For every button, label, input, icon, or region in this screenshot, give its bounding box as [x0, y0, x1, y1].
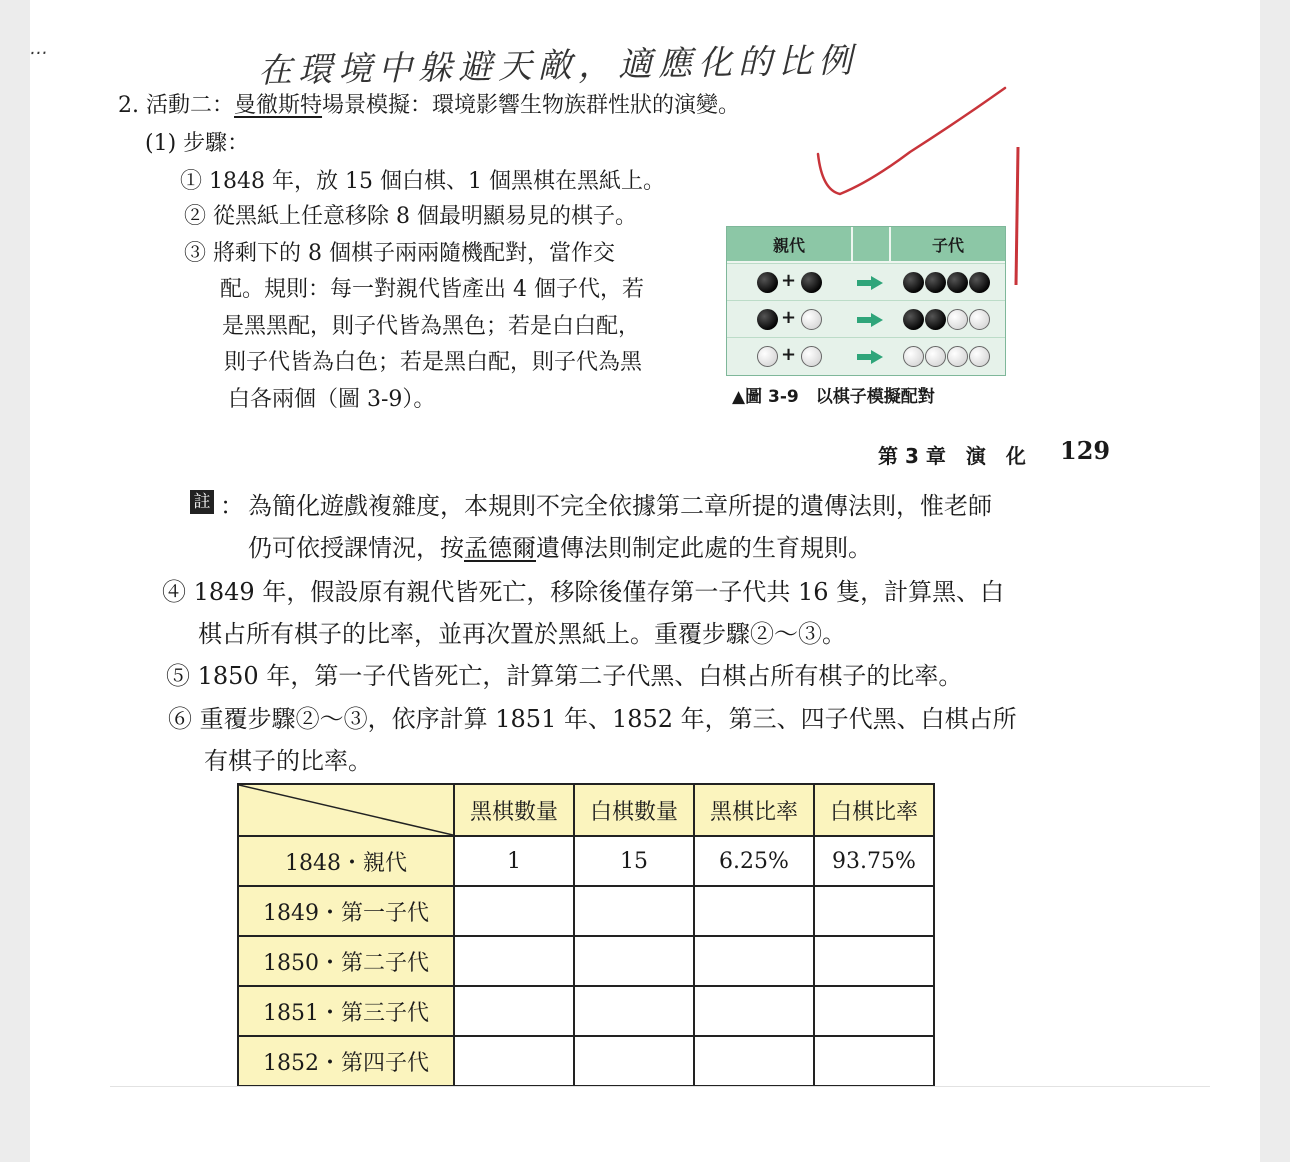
- note-mendel: 孟德爾: [464, 534, 536, 562]
- steps-label: (1) 步驟：: [145, 131, 250, 156]
- cell-black-count[interactable]: [454, 986, 574, 1036]
- cell-black-ratio[interactable]: [694, 1036, 814, 1086]
- textbook-page: [30, 0, 1260, 1162]
- arrow-right-icon: [857, 276, 883, 290]
- plus-sign: +: [781, 307, 797, 328]
- table-row: [238, 986, 934, 1036]
- black-stone-icon: [903, 272, 924, 293]
- white-stone-icon: [947, 346, 968, 367]
- note-line-2-post: 遺傳法則制定此處的生育規則。: [536, 534, 872, 562]
- activity-title: 場景模擬：環境影響生物族群性狀的演變。: [322, 93, 741, 118]
- cell-black-ratio[interactable]: [694, 986, 814, 1036]
- step-3-line-1: ③ 將剩下的 8 個棋子兩兩隨機配對，當作交: [184, 241, 615, 266]
- figure-header-spacer: [853, 227, 889, 261]
- note-icon: 註: [190, 490, 214, 514]
- cell-black-ratio: 6.25%: [694, 836, 814, 886]
- step-1: ① 1848 年，放 15 個白棋、1 個黑棋在黑紙上。: [180, 169, 665, 194]
- black-stone-icon: [947, 272, 968, 293]
- white-stone-icon: [757, 346, 778, 367]
- white-stone-icon: [969, 346, 990, 367]
- note-line-2: [248, 528, 872, 563]
- chapter-label: 第 3 章 演 化: [878, 444, 1026, 468]
- cell-black-count[interactable]: [454, 936, 574, 986]
- generation-ratio-table: [237, 783, 935, 1087]
- step-5: ⑤ 1850 年，第一子代皆死亡，計算第二子代黑、白棋占所有棋子的比率。: [166, 662, 963, 690]
- diagonal-line: [239, 785, 453, 835]
- table-row: [238, 886, 934, 936]
- figure-header-parent: 親代: [727, 227, 851, 261]
- white-stone-icon: [801, 346, 822, 367]
- cell-white-ratio[interactable]: [814, 1036, 934, 1086]
- black-stone-icon: [969, 272, 990, 293]
- white-stone-icon: [969, 309, 990, 330]
- scan-divider: [110, 1086, 1210, 1087]
- cell-white-count: 15: [574, 836, 694, 886]
- step-6-line-2: 有棋子的比率。: [204, 747, 372, 775]
- cell-white-ratio: 93.75%: [814, 836, 934, 886]
- cell-black-ratio[interactable]: [694, 886, 814, 936]
- black-stone-icon: [801, 272, 822, 293]
- black-stone-icon: [925, 272, 946, 293]
- white-stone-icon: [801, 309, 822, 330]
- row-label: 1848・親代: [238, 836, 454, 886]
- table-row: [238, 1036, 934, 1086]
- note-colon: ：: [220, 492, 244, 520]
- black-stone-icon: [925, 309, 946, 330]
- step-4-line-2: 棋占所有棋子的比率，並再次置於黑紙上。重覆步驟②～③。: [198, 620, 846, 648]
- arrow-right-icon: [857, 350, 883, 364]
- cell-black-count[interactable]: [454, 1036, 574, 1086]
- figure-row: [727, 263, 1005, 301]
- note-line-2-pre: 仍可依授課情況，按: [248, 534, 464, 562]
- cell-white-ratio[interactable]: [814, 886, 934, 936]
- table-row: [238, 936, 934, 986]
- cell-black-ratio[interactable]: [694, 936, 814, 986]
- black-stone-icon: [903, 309, 924, 330]
- activity-number: 2.: [118, 93, 139, 118]
- step-3-line-3: 是黑黑配，則子代皆為黑色；若是白白配，: [222, 314, 641, 339]
- table-header-row: [238, 784, 934, 836]
- cell-black-count[interactable]: [454, 886, 574, 936]
- step-4-line-1: ④ 1849 年，假設原有親代皆死亡，移除後僅存第一子代共 16 隻，計算黑、白: [162, 578, 1005, 606]
- plus-sign: +: [781, 344, 797, 365]
- step-2: ② 從黑紙上任意移除 8 個最明顯易見的棋子。: [184, 204, 637, 229]
- row-label: 1849・第一子代: [238, 886, 454, 936]
- handwritten-note-corner: …: [29, 37, 51, 60]
- figure-row: [727, 337, 1005, 375]
- header-white-ratio: 白棋比率: [814, 784, 934, 836]
- header-black-count: 黑棋數量: [454, 784, 574, 836]
- header-black-ratio: 黑棋比率: [694, 784, 814, 836]
- plus-sign: +: [781, 270, 797, 291]
- figure-caption: ▲圖 3-9 以棋子模擬配對: [732, 387, 935, 407]
- black-stone-icon: [757, 272, 778, 293]
- black-stone-icon: [757, 309, 778, 330]
- table-corner-cell: [238, 784, 454, 836]
- cell-white-count[interactable]: [574, 1036, 694, 1086]
- cell-black-count: 1: [454, 836, 574, 886]
- white-stone-icon: [947, 309, 968, 330]
- red-margin-line: [1010, 145, 1030, 295]
- cell-white-ratio[interactable]: [814, 936, 934, 986]
- step-3-line-5: 白各兩個（圖 3-9）。: [228, 387, 436, 412]
- page-number: 129: [1060, 436, 1111, 465]
- cell-white-count[interactable]: [574, 886, 694, 936]
- arrow-right-icon: [857, 313, 883, 327]
- white-stone-icon: [925, 346, 946, 367]
- cell-white-count[interactable]: [574, 986, 694, 1036]
- cell-white-count[interactable]: [574, 936, 694, 986]
- white-stone-icon: [903, 346, 924, 367]
- step-6-line-1: ⑥ 重覆步驟②～③，依序計算 1851 年、1852 年，第三、四子代黑、白棋占所: [168, 705, 1017, 733]
- step-3-line-2: 配。規則：每一對親代皆產出 4 個子代，若: [220, 277, 644, 302]
- activity-heading: [118, 88, 740, 119]
- activity-title-underlined: 曼徹斯特: [234, 93, 323, 118]
- note-line-1: 為簡化遊戲複雜度，本規則不完全依據第二章所提的遺傳法則，惟老師: [248, 492, 992, 520]
- cell-white-ratio[interactable]: [814, 986, 934, 1036]
- activity-label: 活動二：: [146, 93, 235, 118]
- figure-header-child: 子代: [891, 227, 1005, 261]
- table-row: [238, 836, 934, 886]
- header-white-count: 白棋數量: [574, 784, 694, 836]
- figure-row: [727, 300, 1005, 338]
- row-label: 1850・第二子代: [238, 936, 454, 986]
- handwritten-note: 在環境中躲避天敵，適應化的比例: [257, 40, 859, 92]
- row-label: 1851・第三子代: [238, 986, 454, 1036]
- step-3-line-4: 則子代皆為白色；若是黑白配，則子代為黑: [224, 350, 643, 375]
- red-checkmark-icon: [810, 82, 1020, 202]
- row-label: 1852・第四子代: [238, 1036, 454, 1086]
- figure-pairing-diagram: [726, 226, 1006, 376]
